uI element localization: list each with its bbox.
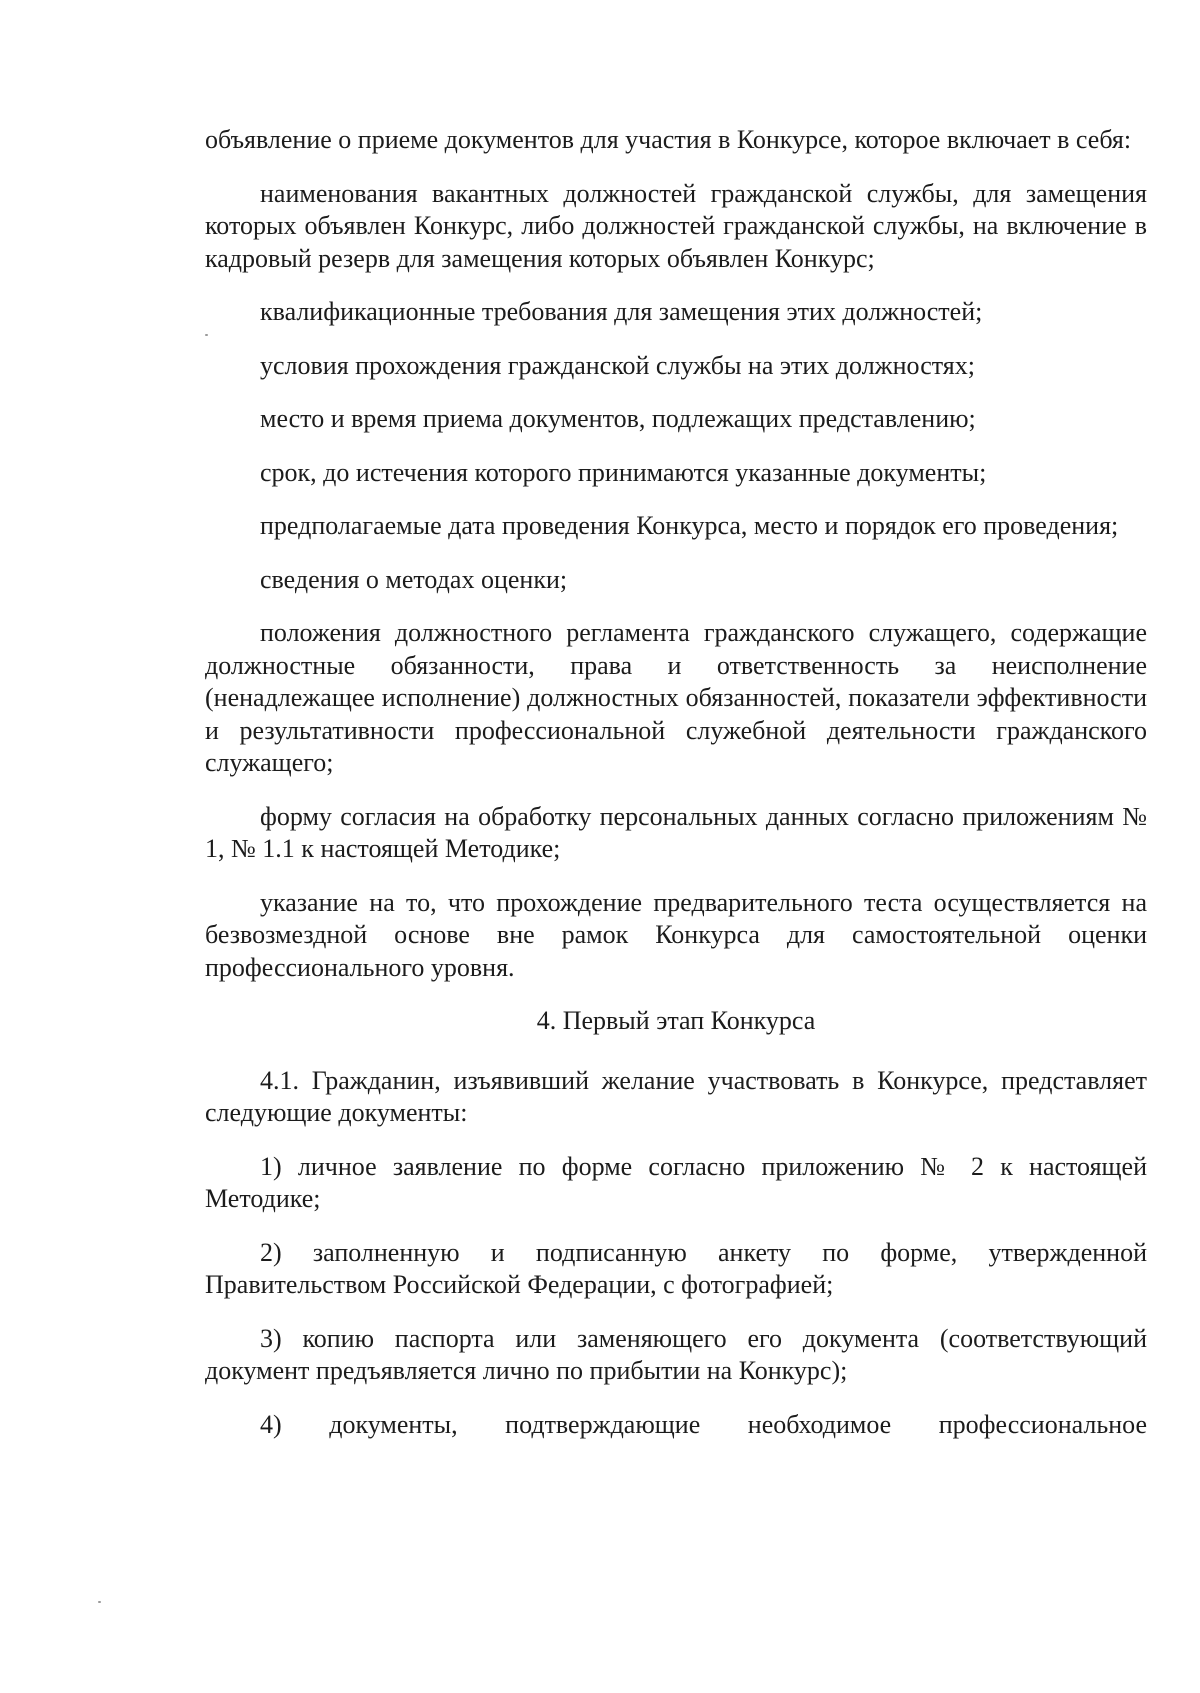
paragraph: квалификационные требования для замещения этих должностей; [260, 297, 983, 326]
paragraph: условия прохождения гражданской службы на этих должностях; [260, 350, 975, 380]
paragraph: форму согласия на обработку персональных данных согласно приложениям № 1, № 1.1 к настоящей Методике; [205, 801, 1147, 863]
paragraph: сведения о методах оценки; [260, 564, 568, 594]
paragraph-list [205, 124, 1147, 984]
paragraph: предполагаемые дата проведения Конкурса, место и порядок его проведения; [260, 511, 1119, 540]
scan-speck [98, 1601, 101, 1603]
document-page [205, 124, 1147, 1462]
scan-speck [205, 334, 208, 336]
paragraph: 2) заполненную и подписанную анкету по форме, утвержденной Правительством Российской Федерации, с фотографией; [205, 1237, 1147, 1299]
paragraph: наименования вакантных должностей гражданской службы, для замещения которых объявлен Конкурс, либо должностей гражданской службы, на включение в кадровый резерв для замещения которых объявлен Конкурс; [205, 178, 1147, 273]
section-heading: 4. Первый этап Конкурса [536, 1006, 816, 1035]
paragraph: указание на то, что прохождение предварительного теста осуществляется на безвозмездной основе вне рамок Конкурса для самостоятельной оценки профессионального уровня. [205, 887, 1147, 982]
paragraph: 4.1. Гражданин, изъявивший желание участвовать в Конкурсе, представляет следующие документы: [205, 1065, 1147, 1127]
paragraph: 4) документы, подтверждающие необходимое профессиональное [260, 1409, 1147, 1439]
paragraph: срок, до истечения которого принимаются указанные документы; [260, 457, 987, 487]
paragraph: объявление о приеме документов для участия в Конкурсе, которое включает в себя: [205, 125, 1132, 154]
paragraph: положения должностного регламента гражданского служащего, содержащие должностные обязанности, права и ответственность за неисполнение (ненадлежащее исполнение) должностных обязанностей, показатели эффективности и результативности профессиональной служебной деятельности гражданского служащего; [205, 618, 1147, 777]
paragraph: место и время приема документов, подлежащих представлению; [260, 404, 976, 433]
paragraph: 1) личное заявление по форме согласно приложению № 2 к настоящей Методике; [205, 1151, 1147, 1213]
section-paragraph-list [205, 1065, 1147, 1442]
paragraph: 3) копию паспорта или заменяющего его документа (соответствующий документ предъявляется лично по прибытии на Конкурс); [205, 1323, 1147, 1385]
